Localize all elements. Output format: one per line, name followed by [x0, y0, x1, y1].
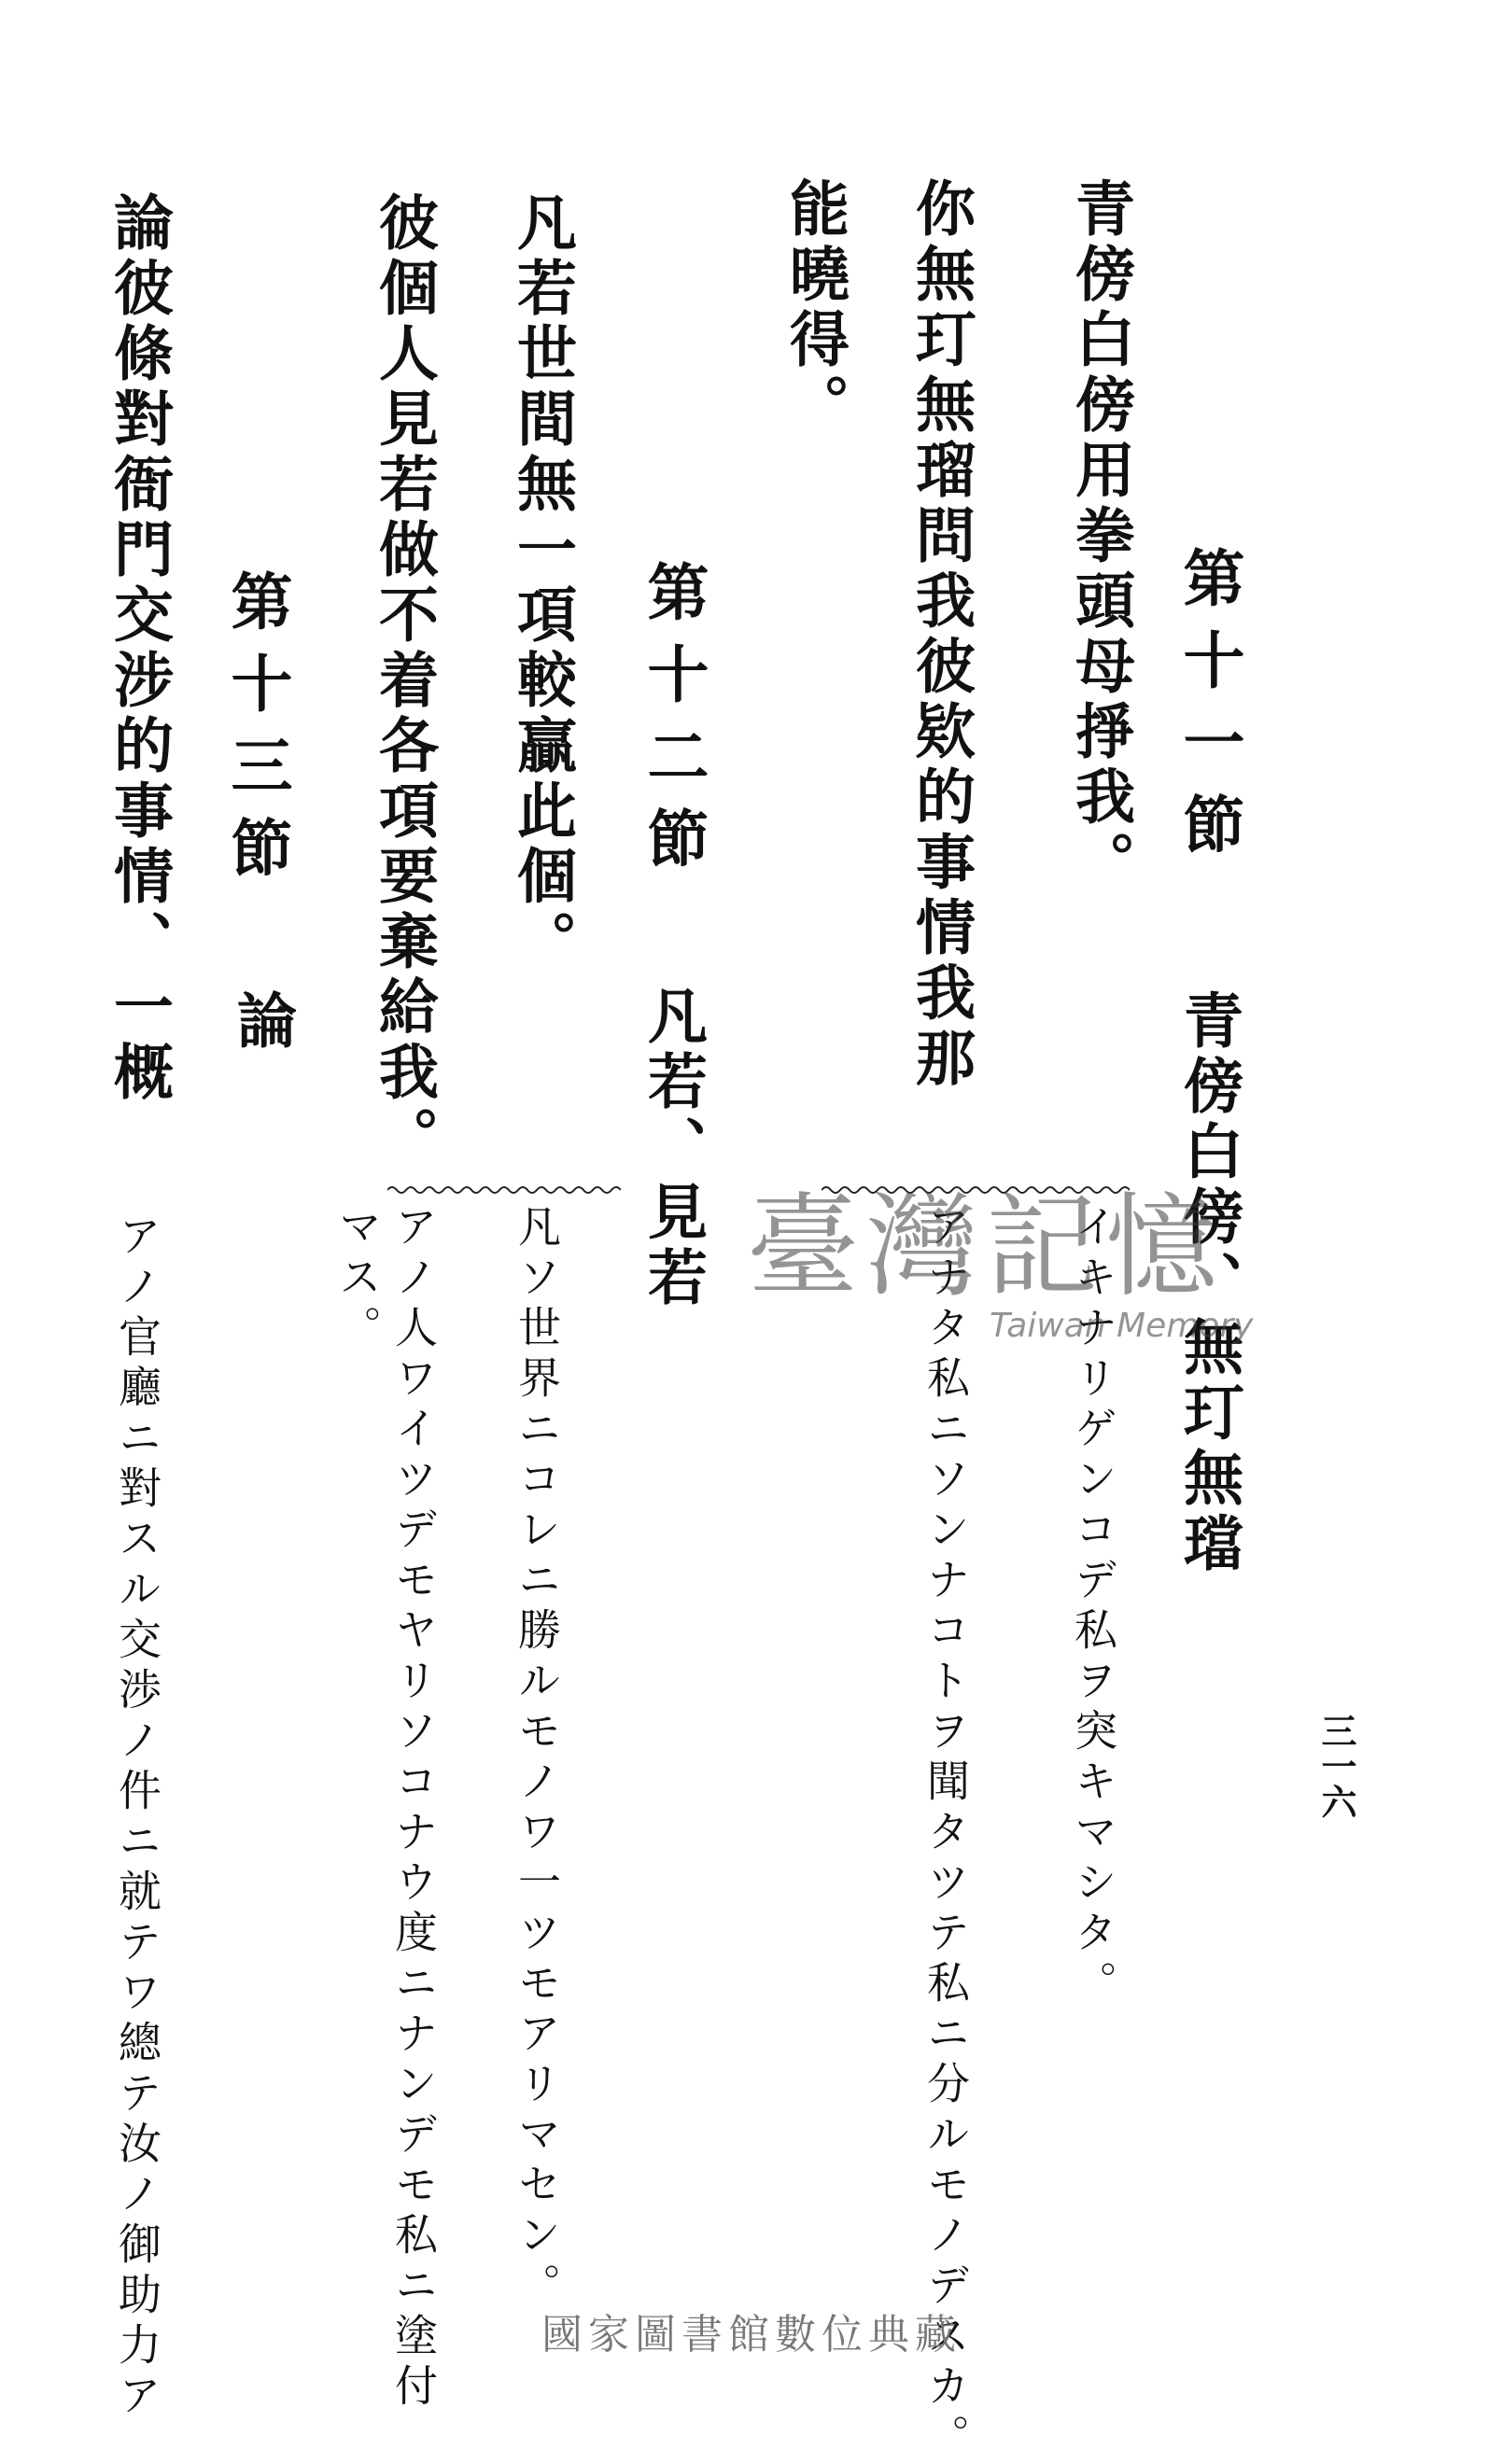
section-12-line-2: 彼個人見若做不着各項要棄給我。	[369, 191, 439, 1171]
section-11-heading: 第十一節	[1173, 546, 1245, 875]
footer-archive-label: 國家圖書館數位典藏	[541, 2311, 962, 2359]
section-13-line-1: 論彼條對衙門交涉的事情、一概	[104, 191, 174, 1106]
watermark-subtitle: Taiwan Memory	[990, 1307, 1254, 1345]
section-11-line-3: 能曉得。	[780, 177, 850, 439]
section-12-translation-1: 凡ソ世界ニコレニ勝ルモノワ一ツモアリマセン。	[512, 1204, 562, 2313]
section-12-line-1: 凡若世間無一項較贏此個。	[507, 191, 577, 975]
section-divider-wavy	[387, 1183, 621, 1197]
section-11-line-2: 你無玎無瑠問我彼欵的事情我那	[906, 177, 976, 1092]
section-13-translation-1: アノ官廳ニ對スル交渉ノ件ニ就テワ總テ汝ノ御助力ア	[112, 1213, 162, 2423]
section-11-label: 青傍白傍、無玎無璫	[1173, 989, 1243, 1577]
section-11-line-1: 青傍白傍用拳頭母掙我。	[1065, 177, 1135, 896]
watermark-logo: 臺灣記憶	[747, 1183, 1225, 1312]
section-12-translation-3: マス。	[332, 1204, 383, 1355]
section-12-heading: 第十二節	[637, 560, 709, 889]
section-11-translation-1: イキナリゲンコデ私ヲ突キマシタ。	[1068, 1204, 1118, 2010]
page-number: 三一六	[1315, 1713, 1357, 1819]
section-13-label: 論	[227, 989, 297, 1055]
section-11-translation-2: アナタ私ニソンナコトヲ聞タツテ私ニ分ルモノデスカ。	[920, 1204, 971, 2464]
section-13-heading: 第十三節	[220, 569, 293, 898]
section-12-label: 凡若、見若	[638, 985, 708, 1311]
section-12-translation-2: アノ人ワイツデモヤリソコナウ度ニナンデモ私ニ塗付	[388, 1204, 439, 2414]
